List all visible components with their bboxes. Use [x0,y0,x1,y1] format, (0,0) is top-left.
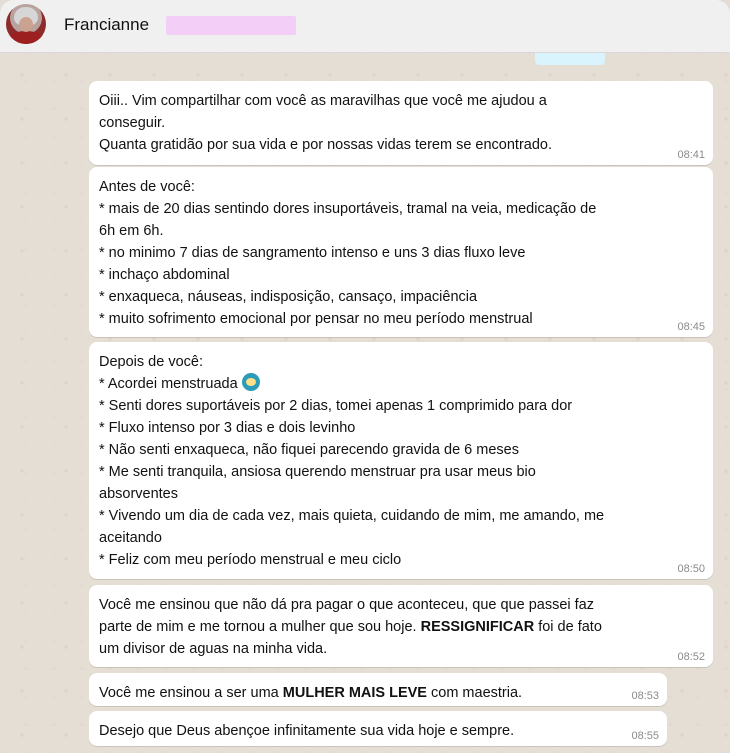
message-bubble[interactable] [89,81,713,165]
message-line: * enxaqueca, náuseas, indisposição, cansaço, impaciência [99,289,478,305]
message-line: um divisor de aguas na minha vida. [99,641,328,657]
message-time: 08:41 [677,149,705,161]
message-line: Você me ensinou a ser uma MULHER MAIS LEVE com maestria. [99,685,523,701]
message-bubble[interactable] [89,711,667,746]
chat-header [0,0,730,53]
message-line: * Vivendo um dia de cada vez, mais quieta, cuidando de mim, me amando, me [99,508,605,524]
message-time: 08:50 [677,563,705,575]
message-bubble[interactable] [89,167,713,337]
message-line: aceitando [99,530,162,546]
redacted-surname-highlight [166,16,296,35]
message-time: 08:45 [677,321,705,333]
message-line: Desejo que Deus abençoe infinitamente sua vida hoje e sempre. [99,723,515,739]
emphasis-text: RESSIGNIFICAR [420,619,535,635]
screaming-face-emoji-icon [242,373,260,391]
message-line: Você me ensinou que não dá pra pagar o que aconteceu, que que passei faz [99,597,594,613]
emphasis-text: MULHER MAIS LEVE [282,685,427,701]
contact-name[interactable]: Francianne [64,15,150,34]
message-line: * Feliz com meu período menstrual e meu ciclo [99,552,402,568]
previous-message-edge [535,53,605,65]
message-line: * Fluxo intenso por 3 dias e dois levinho [99,420,356,436]
message-time: 08:55 [631,730,659,742]
message-line: * Senti dores suportáveis por 2 dias, tomei apenas 1 comprimido para dor [99,398,573,414]
message-line: * Acordei menstruada [99,373,701,395]
message-line: conseguir. [99,115,166,131]
message-line: Quanta gratidão por sua vida e por nossas vidas terem se encontrado. [99,137,552,153]
message-bubble[interactable] [89,585,713,667]
message-line: absorventes [99,486,178,502]
message-time: 08:53 [631,690,659,702]
message-bubble[interactable] [89,673,667,706]
message-line: * muito sofrimento emocional por pensar no meu período menstrual [99,311,533,327]
message-line: * inchaço abdominal [99,267,230,283]
message-line: parte de mim e me tornou a mulher que sou hoje. RESSIGNIFICAR foi de fato [99,619,602,635]
message-line: * mais de 20 dias sentindo dores insuportáveis, tramal na veia, medicação de [99,201,597,217]
message-line: * no minimo 7 dias de sangramento intenso e uns 3 dias fluxo leve [99,245,526,261]
message-line: 6h em 6h. [99,223,164,239]
message-line: Oiii.. Vim compartilhar com você as maravilhas que você me ajudou a [99,93,547,109]
message-bubble[interactable] [89,342,713,579]
message-time: 08:52 [677,651,705,663]
avatar[interactable] [6,4,46,44]
message-line: Antes de você: [99,179,195,195]
message-line: * Me senti tranquila, ansiosa querendo menstruar pra usar meus bio [99,464,536,480]
message-line: Depois de você: [99,354,203,370]
message-line: * Não senti enxaqueca, não fiquei parecendo gravida de 6 meses [99,442,519,458]
